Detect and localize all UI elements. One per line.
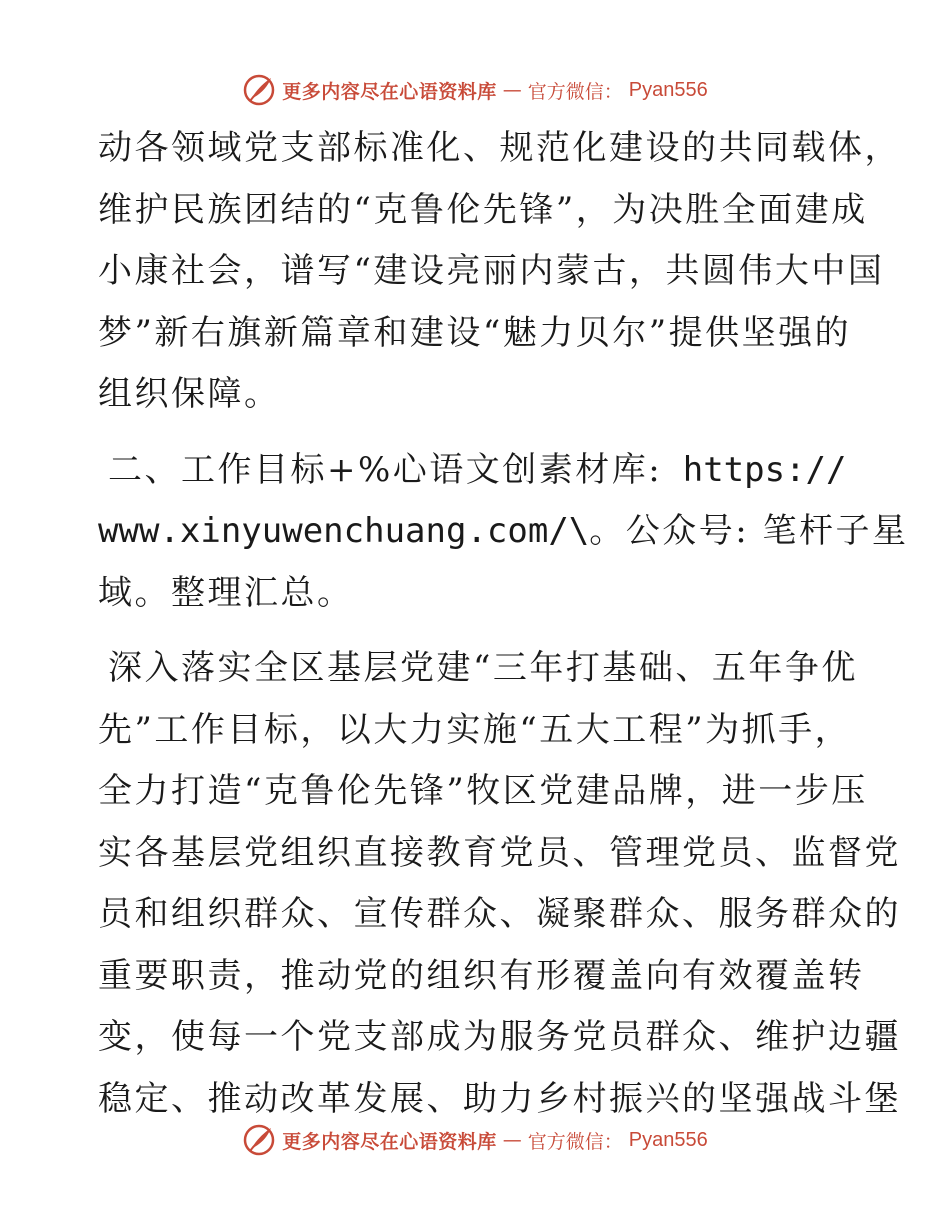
paragraph-1-line: 维护民族团结的“克鲁伦先锋”，为决胜全面建成 xyxy=(98,189,868,230)
footer-watermark-label: 官方微信： xyxy=(527,1130,623,1153)
paragraph-1 xyxy=(98,118,901,426)
paragraph-3-line: 实各基层党组织直接教育党员、管理党员、监督党 xyxy=(98,832,901,873)
header-watermark-label: 官方微信： xyxy=(527,80,623,103)
quill-logo-icon xyxy=(242,1123,276,1157)
url-line xyxy=(98,501,909,563)
paragraph-3-line: 先”工作目标，以大力实施“五大工程”为抓手， xyxy=(98,709,852,750)
paragraph-3-line: 重要职责，推动党的组织有形覆盖向有效覆盖转 xyxy=(98,955,865,996)
paragraph-3-line: 深入落实全区基层党建“三年打基础、五年争优 xyxy=(108,648,858,688)
paragraph-1-line: 组织保障。 xyxy=(98,374,281,414)
footer-watermark-text: 更多内容尽在心语资料库 xyxy=(282,1130,497,1153)
url-part-1: https:// xyxy=(662,449,847,490)
paragraph-1-line: 小康社会，谱写“建设亮丽内蒙古，共圆伟大中国 xyxy=(98,251,885,291)
footer-watermark xyxy=(0,1120,950,1160)
quill-logo-icon xyxy=(242,73,276,107)
section-heading: 二、工作目标+%心语文创素材库: xyxy=(108,449,663,490)
paragraph-3-line: 全力打造“克鲁伦先锋”牧区党建品牌，进一步压 xyxy=(98,771,868,811)
header-watermark-text: 更多内容尽在心语资料库 xyxy=(282,80,497,103)
header-watermark-dash: — xyxy=(502,79,522,101)
header-watermark-id: Pyan556 xyxy=(628,78,708,101)
footer-watermark-id: Pyan556 xyxy=(628,1128,708,1151)
document-body xyxy=(98,118,909,1130)
paragraph-3-line: 员和组织群众、宣传群众、凝聚群众、服务群众的 xyxy=(98,894,901,934)
section-heading-line xyxy=(98,440,858,502)
url-part-2: www.xinyuwenchuang.com/\ xyxy=(98,511,590,551)
paragraph-3-line: 变，使每一个党支部成为服务党员群众、维护边疆 xyxy=(98,1017,901,1057)
paragraph-2 xyxy=(98,440,909,625)
paragraph-1-line: 梦”新右旗新篇章和建设“魅力贝尔”提供坚强的 xyxy=(98,312,852,353)
paragraph-3 xyxy=(98,638,901,1130)
wechat-account-text: 。公众号: 笔杆子星 xyxy=(589,511,909,551)
paragraph-2-line: 域。整理汇总。 xyxy=(98,572,354,613)
paragraph-3-line: 稳定、推动改革发展、助力乡村振兴的坚强战斗堡 xyxy=(98,1078,901,1119)
paragraph-1-line: 动各领域党支部标准化、规范化建设的共同载体， xyxy=(98,128,901,168)
header-watermark xyxy=(0,70,950,110)
footer-watermark-dash: — xyxy=(502,1129,522,1151)
